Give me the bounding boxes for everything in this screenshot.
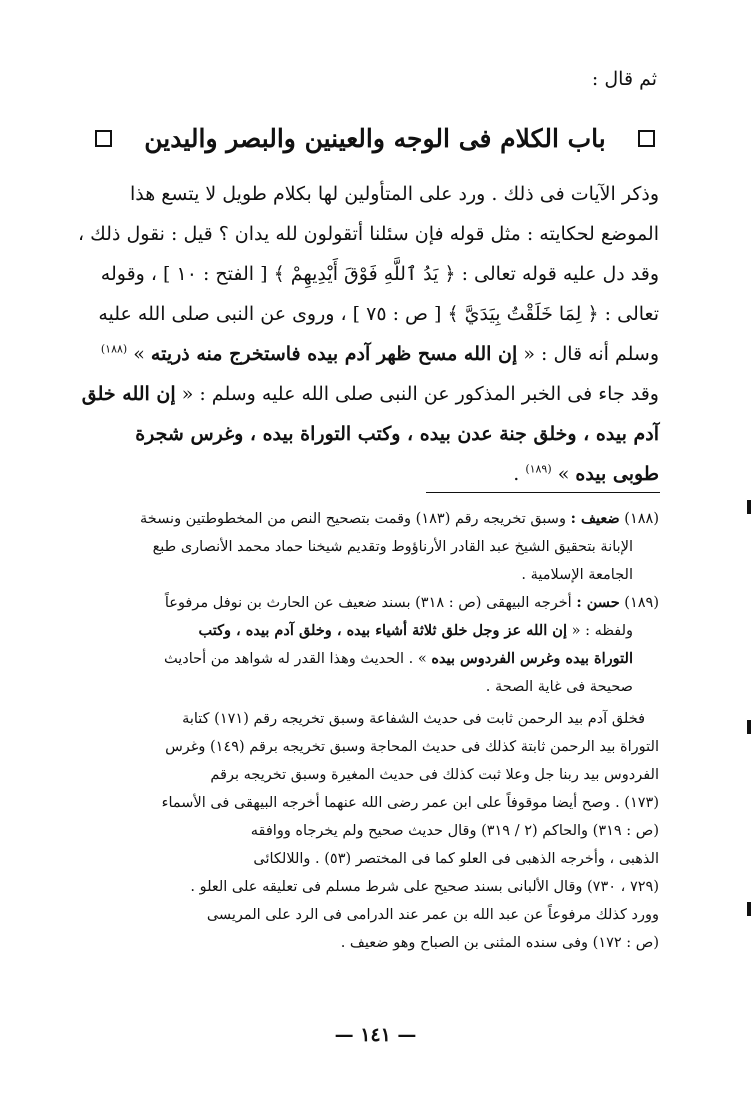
footnote-text: » . الحديث وهذا القدر له شواهد من أحاديث: [163, 651, 427, 667]
footnote-divider: [426, 492, 660, 493]
text-segment: وقد جاء فى الخبر المذكور عن النبى صلى الله عليه وسلم : «: [181, 383, 659, 405]
footnote-grade: حسن :: [576, 594, 620, 611]
text-line: [81, 374, 659, 414]
intro-text: ثم قال :: [591, 68, 657, 90]
commentary-line: (١٧٣) . وصح أيضا موقوفاً على ابن عمر رضى الله عنهما أخرجه البيهقى فى الأسماء: [161, 795, 659, 811]
footnote-189: [97, 589, 659, 617]
commentary: [97, 705, 659, 957]
margin-mark: [747, 902, 751, 916]
footnote-text: وسبق تخريجه رقم (١٨٣) وقمت بتصحيح النص من المخطوطتين ونسخة: [139, 511, 566, 527]
text-line: وذكر الآيات فى ذلك . ورد على المتأولين لها بكلام طويل لا يتسع هذا: [129, 183, 659, 205]
footnote-text: الجامعة الإسلامية .: [521, 567, 633, 583]
hadith-prefix: وسلم أنه قال : «: [523, 343, 659, 365]
text-line: وقد دل عليه قوله تعالى : ﴿ يَدُ ٱللَّهِ فَوْقَ أَيْدِيهِمْ ﴾ [ الفتح : ١٠ ] ، وقوله: [100, 263, 659, 285]
footnote-ref: (١٨٨): [100, 342, 128, 356]
box-icon: [638, 130, 655, 147]
footnote-quote: إن الله عز وجل خلق ثلاثة أشياء بيده ، وخلق آدم بيده ، وكتب: [198, 622, 567, 639]
footnote-text: صحيحة فى غاية الصحة .: [485, 679, 633, 695]
chapter-heading: [95, 124, 655, 153]
hadith-quote-line: آدم بيده ، وخلق جنة عدن بيده ، وكتب التوراة بيده ، وغرس شجرة: [135, 423, 659, 445]
footnote-text: أخرجه البيهقى (ص : ٣١٨) بسند ضعيف عن الحارث بن نوفل مرفوعاً: [164, 595, 572, 611]
commentary-line: (ص : ٣١٩) والحاكم (٢ / ٣١٩) وقال حديث صحيح ولم يخرجاه ووافقه: [250, 823, 659, 839]
footnote-ref: (١٨٩): [525, 462, 552, 476]
commentary-line: التوراة بيد الرحمن ثابتة كذلك فى حديث المحاجة وسبق تخريجه برقم (١٤٩) وغرس: [165, 739, 659, 755]
footnote-text: ولفظه : «: [571, 623, 633, 639]
text-line: [97, 454, 659, 494]
chapter-title: باب الكلام فى الوجه والعينين والبصر واليدين: [144, 124, 606, 153]
footnote-text: الإبانة بتحقيق الشيخ عبد القادر الأرناؤوط وتقديم شيخنا حماد محمد الأنصارى طبع: [152, 539, 633, 555]
commentary-line: الذهبى ، وأخرجه الذهبى فى العلو كما فى المختصر (٥٣) . واللالكائى: [253, 851, 659, 867]
full-stop: .: [513, 463, 520, 485]
commentary-line: (٧٢٩ ، ٧٣٠) وقال الألبانى بسند صحيح على شرط مسلم فى تعليقه على العلو .: [190, 879, 659, 895]
main-text: [77, 174, 659, 494]
commentary-line: وورد كذلك مرفوعاً عن عبد الله بن عمر عند الدرامى فى الرد على المريسى: [206, 907, 659, 923]
footnote-number: (١٨٨): [624, 511, 659, 527]
text-line: الموضع لحكايته : مثل قوله فإن سئلنا أتقولون لله يدان ؟ قيل : نقول ذلك ،: [77, 223, 659, 245]
hadith-quote: طوبى بيده: [575, 463, 659, 485]
footnote-quote: التوراة بيده وغرس الفردوس بيده: [431, 650, 633, 667]
commentary-line: الفردوس بيد ربنا جل وعلا ثبت كذلك فى حديث المغيرة وسبق تخريجه برقم: [210, 767, 659, 783]
footnote-grade: ضعيف :: [570, 510, 620, 527]
margin-mark: [747, 500, 751, 514]
footnotes: [97, 505, 659, 957]
hadith-quote: إن الله مسح ظهر آدم بيده فاستخرج منه ذريته: [150, 343, 518, 365]
box-icon: [95, 130, 112, 147]
commentary-line: فخلق آدم بيد الرحمن ثابت فى حديث الشفاعة وسبق تخريجه رقم (١٧١) كتابة: [182, 711, 645, 727]
margin-mark: [747, 720, 751, 734]
commentary-line: (ص : ١٧٢) وفى سنده المثنى بن الصباح وهو ضعيف .: [340, 935, 659, 951]
footnote-188: [97, 505, 659, 533]
hadith-quote: إن الله خلق: [81, 383, 176, 405]
footnote-number: (١٨٩): [624, 595, 659, 611]
page-number: — ١٤١ —: [334, 1024, 417, 1046]
hadith-close: »: [557, 463, 570, 485]
text-line: [97, 334, 659, 374]
hadith-close: »: [133, 343, 145, 365]
footnote-text-line: [97, 617, 659, 645]
text-line: تعالى : ﴿ لِمَا خَلَقْتُ بِيَدَيَّ ﴾ [ ص : ٧٥ ] ، وروى عن النبى صلى الله عليه: [98, 303, 659, 325]
footnote-text-line: [97, 645, 659, 673]
